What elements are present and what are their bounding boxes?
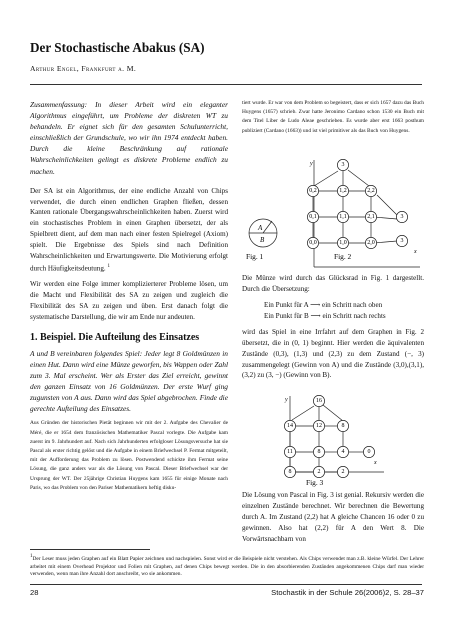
intro-paragraph-2: Wir werden eine Folge immer komplizierterer Probleme lösen, um die Macht und Flexibilität des SA zu zeigen und zugleich die Flexibilität des SA zu zeigen und üben. Erst danach folgt die systematische Darstellung, die wir am Ende nur andeuten. <box>30 280 228 321</box>
footnote <box>30 553 424 579</box>
fig3-node: 8 <box>341 423 345 429</box>
fig2-node: 0,0 <box>309 240 317 246</box>
game-paragraph: wird das Spiel in eine Irrfahrt auf dem Graphen in Fig. 2 übersetzt, die in (0, 1) beginnt. Hier werden die äquivalenten Zustände (0,3), (1,3) und (2,3) zu dem Zustand (−, 3) zusammengelegt (Gewinn von A) und die Zustände (3,0),(3,1), (3,2) zu (3, −) (Gewinn von B). <box>242 327 424 380</box>
fig3-node: 8 <box>288 469 292 475</box>
fig1-wheel <box>246 219 277 261</box>
fig2-graph <box>307 159 420 267</box>
fig3-node: 2 <box>317 469 321 475</box>
figure-3 <box>242 392 424 487</box>
fig3-node: 4 <box>341 449 345 455</box>
coin-paragraph: Die Münze wird durch das Glücksrad in Fig. 1 dargestellt. Durch die Übersetzung: <box>242 274 424 293</box>
translation-rules <box>242 300 424 322</box>
right-column-middle <box>242 273 424 381</box>
header-rule <box>30 84 422 85</box>
fig2-caption: Fig. 2 <box>334 252 352 261</box>
fig1-caption: Fig. 1 <box>246 252 264 261</box>
fig2-node: 2,2 <box>367 188 375 194</box>
rule-right: Ein Punkt für B ⟶ ein Schritt nach rechts <box>264 311 386 320</box>
footnote-text: Der Leser muss jeden Graphen auf ein Blatt Papier zeichnen und nachspielen. Sonst wird er die Beispiele nicht verstehen. Als Chips verwendet man z.B. kleine Würfel. Der Lehrer arbeitet mit einem Overhead Projektor und Folien mit Graphen, auf denen Chips bewegt werden. Die in den absorbierenden Zuständen angekommenen Chips darf man wieder verwenden, wenn man ihre Anzahl dort anschreibt, wo sie ankommen. <box>30 555 424 578</box>
fig3-axis-x: x <box>374 460 377 466</box>
fig2-node: 3 <box>400 238 404 244</box>
fig2-node: 1,0 <box>339 240 347 246</box>
fig1-label-a: A <box>258 224 263 232</box>
history-paragraph: Aus Gründen der historischen Pietät beginnen wir mit der 2. Aufgabe des Chevalier de Méré, die er 1654 dem französischen Mathematiker Pascal vorlegte. Die Aufgabe kam zuerst im 9. Jahrhundert auf. Nach sich Jahrhunderten erfolgloser Lösungsversuche hat sie Pascal als erster richtig gelöst und die Aufgabe in einem Briefwechsel P. Fermat mitgeteilt, mit der Aufforderung das Problem zu lösen. Postwendend schickte ihm Fermat seine Lösung, die ganz anders war als die Lösung von Pascal. Dieser Briefwechsel war der Ursprung der WT. Der 25jährige Christian Huygens kam 1655 für einige Monate nach Paris, wo das Problem von den Pariser Mathematikern heftig disku- <box>30 420 228 491</box>
left-column <box>30 99 228 493</box>
fig2-node: 1,1 <box>339 214 347 220</box>
fig3-node: 16 <box>316 398 322 404</box>
fig2-node: 0,1 <box>309 214 317 220</box>
authors: Arthur Engel, Frankfurt a. M. <box>30 64 137 73</box>
right-column <box>242 99 424 136</box>
article-title: Der Stochastische Abakus (SA) <box>30 40 205 55</box>
fig2-node: 2,0 <box>367 240 375 246</box>
example-statement: A und B vereinbaren folgendes Spiel: Jeder legt 8 Goldmünzen in einen Hut. Dann wird eine Münze geworfen, bis Wappen oder Zahl zum 3. Mal erscheint. Wer als Erster das Ziel erreicht, gewinnt den ganzen Einsatz von 16 Goldmünzen. Der erste Wurf ging zugunsten von A aus. Dann wird das Spiel abgebrochen. Finde die gerechte Aufteilung des Einsatzes. <box>30 348 228 414</box>
fig3-axis-y: y <box>285 397 288 403</box>
fig3-caption: Fig. 3 <box>306 478 324 487</box>
fig2-node: 2,1 <box>367 214 375 220</box>
fig3-node: 8 <box>317 449 321 455</box>
fig2-node: 3 <box>400 214 404 220</box>
fig1-label-b: B <box>260 236 265 244</box>
section-heading: 1. Beispiel. Die Aufteilung des Einsatzes <box>30 331 200 343</box>
footer-rule <box>30 584 422 585</box>
footnote-rule <box>30 549 150 550</box>
fig3-node: 2 <box>341 469 345 475</box>
history-continued: tiert wurde. Er war von dem Problem so begeistert, dass er sich 1657 dazu das Buch Huygens (1657) schrieb. Zwar hatte Jeronimo Cardano schon 1530 ein Buch mit dem Titel Liber de Ludo Aleae geschrieben. Es wurde aber erst 1663 posthum publiziert (Cardano (1663)) und ist viel primitiver als das Buch von Huygens. <box>242 100 424 134</box>
intro-paragraph-1: Der SA ist ein Algorithmus, der eine endliche Anzahl von Chips verwendet, die durch einen endlichen Graphen fließen, dessen Kanten rationale Übergangswahrscheinlichkeiten haben. Zuerst wird ein stochastisches Problem in einen Graphen übersetzt, der als Spielbrett dient, auf dem man nach einer festen Spielregel (Axiom) spielt. Die Ergebnisse des Spiels sind nach Definition Wahrscheinlichkeiten und Erwartungswerte. Die Motivierung erfolgt durch Häufigkeitsdeutung. $^1$ <box>30 186 228 273</box>
footnote-marker: 1 <box>107 264 110 269</box>
fig2-axis-x: x <box>414 249 417 255</box>
fig3-node: 12 <box>316 423 322 429</box>
solution-paragraph: Die Lösung von Pascal in Fig. 3 ist genial. Rekursiv werden die einzelnen Zustände berechnet. Wir berechnen die Bewertung durch A. Im Zustand (2,2) hat A gleiche Chancen 16 oder 0 zu gewinnen. Also hat (2,2) für A den Wert 8. Die Vorwärtsnachbarn von <box>242 491 424 543</box>
fig2-node: 0,2 <box>309 188 317 194</box>
right-column-bottom <box>242 490 424 545</box>
page-number: 28 <box>30 588 39 597</box>
fig2-axis-y: y <box>310 161 313 167</box>
rule-up: Ein Punkt für A ⟶ ein Schritt nach oben <box>264 300 383 309</box>
footnote-number: 1 <box>30 554 33 559</box>
fig3-node: 14 <box>287 423 293 429</box>
fig3-node: 0 <box>367 449 371 455</box>
fig2-node: 1,2 <box>339 188 347 194</box>
abstract: Zusammenfassung: In dieser Arbeit wird ein eleganter Algorithmus eingeführt, um Probleme der diskreten WT zu behandeln. Er eignet sich für den gesamten Schulunterricht, einschließlich der Grundschule, wo wir ihn 1974 entdeckt haben. Durch die kleine Beschränkung auf rationale Wahrscheinlichkeiten gelingt es diskrete Probleme endlich zu machen. <box>30 100 228 176</box>
fig3-node: 11 <box>287 449 293 455</box>
fig2-node: 3 <box>341 162 345 168</box>
journal-citation: Stochastik in der Schule 26(2006)2, S. 28–37 <box>271 588 424 597</box>
figure-1-2 <box>242 155 424 275</box>
